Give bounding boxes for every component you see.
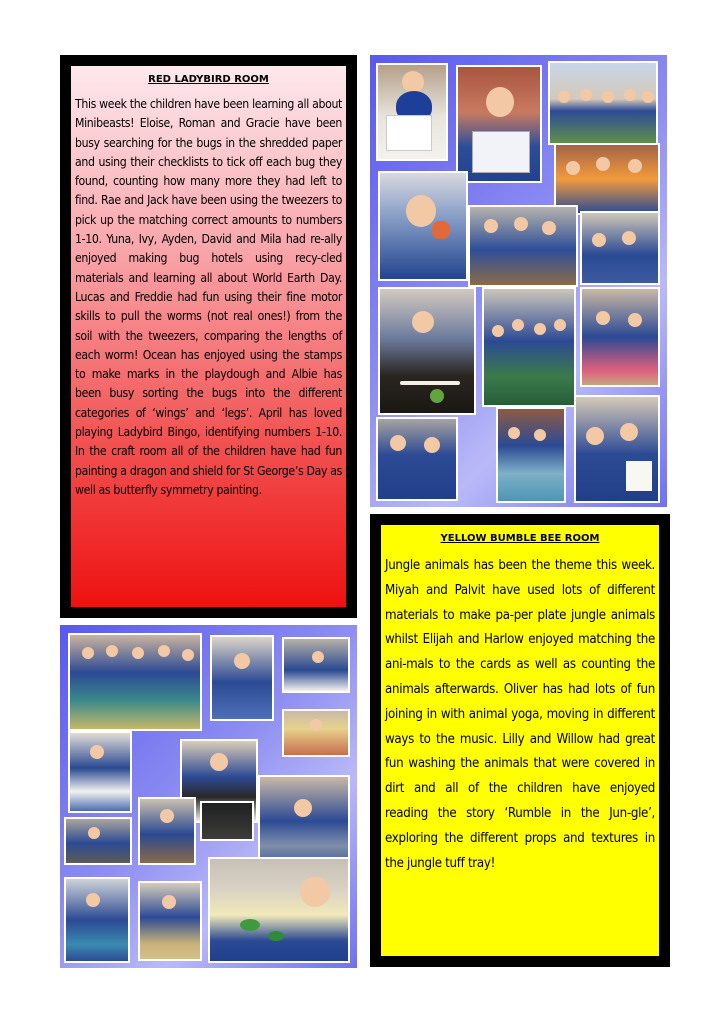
collage-photo	[378, 287, 476, 415]
collage-photo	[548, 61, 658, 145]
yellow-bumble-bee-room-title: YELLOW BUMBLE BEE ROOM	[440, 533, 600, 544]
collage-photo	[210, 635, 274, 721]
collage-photo	[580, 211, 660, 285]
collage-photo	[68, 731, 132, 813]
collage-photo	[282, 637, 350, 693]
collage-photo	[496, 407, 566, 503]
collage-photo	[68, 633, 202, 731]
collage-photo	[64, 817, 132, 865]
collage-photo	[138, 797, 196, 865]
collage-photo	[376, 417, 458, 501]
yellow-bumble-bee-room-text: Jungle animals has been the theme this week. Miyah and Palvit have used lots of different materials to make pa-per plate jungle animals whilst Elijah and Harlow enjoyed matching the ani-mals to the cards as well as counting the animals afterwards. Oliver has had lots of fun joining in with animal yoga, moving in different ways to the music. Lilly and Willow had great fun washing the animals that were covered in dirt and all of the children have enjoyed reading the story ‘Rumble in the Jun-gle’, exploring the different props and textures in the jungle tuff tray!	[385, 558, 655, 871]
red-ladybird-room-panel	[60, 55, 357, 618]
yellow-bumble-bee-room-panel	[370, 514, 670, 967]
collage-photo	[378, 171, 468, 281]
collage-photo	[580, 287, 660, 387]
collage-photo	[282, 709, 350, 757]
red-ladybird-room-content	[71, 66, 346, 607]
collage-photo	[376, 63, 448, 161]
collage-photo	[574, 395, 660, 503]
collage-photo	[200, 801, 254, 841]
red-room-photo-collage	[370, 55, 667, 507]
collage-photo	[208, 857, 350, 963]
collage-photo	[482, 287, 576, 407]
yellow-bumble-bee-room-content	[381, 525, 659, 956]
red-ladybird-room-title: RED LADYBIRD ROOM	[148, 74, 269, 85]
collage-photo	[138, 881, 202, 961]
collage-photo	[64, 877, 130, 963]
red-ladybird-room-text: This week the children have been learning all about Minibeasts! Eloise, Roman and Gracie have been busy searching for the bugs in the shredded paper and using their checklists to tick off each bug they found, counting how many more they had left to find. Rae and Jack have been using the tweezers to pick up the matching correct amounts to numbers 1-10. Yuna, Ivy, Ayden, David and Mila had re-ally enjoyed making bug hotels using recy-cled materials and learning all about World Earth Day. Lucas and Freddie had fun using their fine motor skills to pull the worms (not real ones!) from the soil with the tweezers, comparing the lengths of each worm! Ocean has enjoyed using the stamps to make marks in the playdough and Albie has been busy sorting the bugs into the different categories of ‘wings’ and ‘legs’. April has loved playing Ladybird Bingo, identifying numbers 1-10. In the craft room all of the children have had fun painting a dragon and shield for St George’s Day as well as butterfly symmetry painting.	[75, 97, 342, 497]
collage-photo	[468, 205, 578, 287]
collage-photo	[456, 65, 542, 183]
yellow-room-photo-collage	[60, 625, 357, 968]
